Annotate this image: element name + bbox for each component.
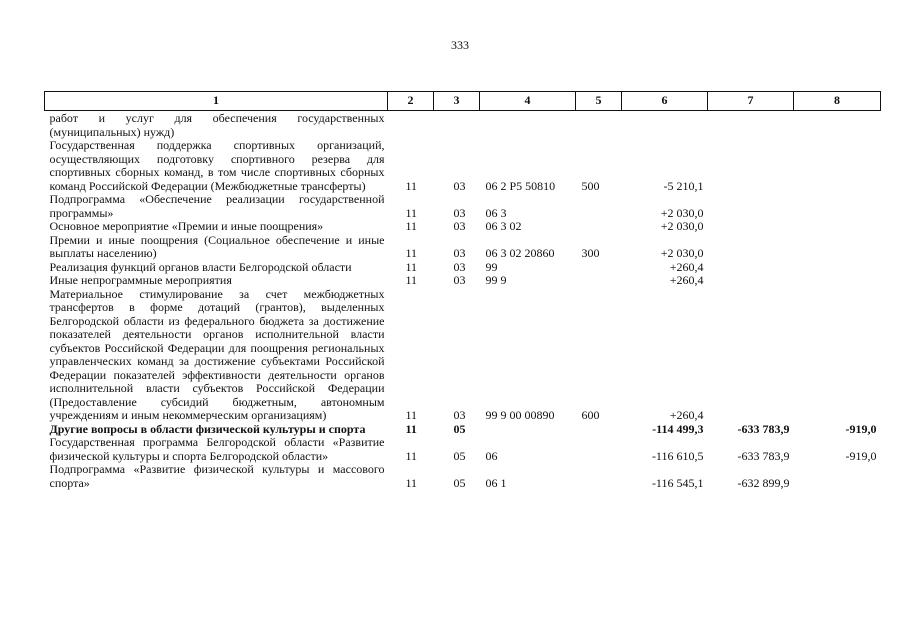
row-section: 11	[405, 205, 418, 220]
header-col-5: 5	[576, 92, 622, 111]
table-row	[45, 193, 881, 220]
table-row	[45, 423, 881, 437]
row-expense-type	[576, 193, 622, 220]
table-row	[45, 288, 881, 423]
row-name: работ и услуг для обеспечения государственных (муниципальных) нужд)	[49, 111, 385, 139]
row-amount-col6: -116 545,1	[651, 475, 704, 490]
row-amount-col7	[708, 261, 794, 275]
row-name: Государственная поддержка спортивных организаций, осуществляющих подготовку спортивного резерва для спортивных сборных команд, в том числе спортивных сборных команд Российской Федерации (Межбюджетные трансферты)	[49, 138, 385, 193]
row-section: 11	[405, 219, 418, 233]
row-amount-col7	[708, 111, 794, 140]
table-row	[45, 234, 881, 261]
row-amount-col8	[794, 193, 881, 220]
row-amount-col7	[708, 220, 794, 234]
row-subsection: 03	[453, 205, 466, 220]
table-row	[45, 436, 881, 463]
row-amount-col7	[708, 288, 794, 423]
row-subsection: 03	[453, 219, 466, 233]
row-expense-type	[576, 220, 622, 234]
row-amount-col8: -919,0	[845, 421, 877, 436]
row-target-code: 06	[485, 448, 498, 463]
page-number: 333	[451, 38, 469, 52]
row-subsection: 03	[453, 246, 466, 260]
row-expense-type	[576, 111, 622, 140]
row-amount-col6: -116 610,5	[651, 448, 704, 463]
table-row	[45, 261, 881, 275]
row-section: 11	[405, 178, 418, 193]
row-target-code: 06 3	[485, 205, 507, 220]
table-body	[45, 111, 881, 491]
row-subsection: 05	[453, 448, 466, 463]
row-amount-col6: +2 030,0	[660, 219, 704, 233]
row-amount-col8: -919,0	[845, 448, 877, 463]
row-section: 11	[405, 421, 417, 436]
row-amount-col6: +260,4	[669, 408, 704, 422]
row-subsection	[434, 111, 480, 140]
row-section: 11	[405, 408, 418, 422]
row-expense-type: 600	[581, 408, 600, 422]
row-amount-col7	[708, 139, 794, 193]
row-subsection: 03	[453, 273, 466, 287]
row-name: Подпрограмма «Развитие физической культуры и массового спорта»	[49, 462, 385, 490]
row-expense-type	[576, 274, 622, 288]
row-subsection: 03	[453, 408, 466, 422]
row-amount-col7	[708, 274, 794, 288]
row-name: Материальное стимулирование за счет межбюджетных трансфертов в форме дотаций (грантов), выделенных Белгородской области из федерального бюджета за достижение показателей деятельности органов исполнительной власти субъектов Российской Федерации для поощрения региональных управленческих команд за достижение субъектами Российской Федерации показателей эффективности деятельности органов исполнительной власти субъектов Российской Федерации (Предоставление субсидий бюджетным, автономным учреждениям и иным некоммерческим организациям)	[49, 286, 385, 422]
row-amount-col6: +260,4	[669, 273, 704, 287]
row-target-code	[480, 111, 576, 140]
row-amount-col6	[622, 111, 708, 140]
table-row	[45, 274, 881, 288]
row-name: Подпрограмма «Обеспечение реализации государственной программы»	[49, 192, 385, 220]
row-amount-col6: -5 210,1	[663, 178, 704, 193]
table-row	[45, 111, 881, 140]
row-amount-col8	[794, 139, 881, 193]
header-col-3: 3	[434, 92, 480, 111]
row-section: 11	[405, 475, 418, 490]
budget-table	[44, 91, 881, 490]
row-target-code: 06 2 P5 50810	[485, 178, 556, 193]
row-name: Государственная программа Белгородской области «Развитие физической культуры и спорта Белгородской области»	[49, 435, 385, 463]
row-name: Другие вопросы в области физической культуры и спорта	[49, 421, 366, 436]
row-target-code: 99 9 00 00890	[485, 408, 555, 422]
row-expense-type	[576, 423, 622, 437]
row-target-code: 06 3 02	[485, 219, 522, 233]
row-name: Премии и иные поощрения (Социальное обеспечение и иные выплаты населению)	[49, 232, 385, 260]
header-col-7: 7	[708, 92, 794, 111]
row-section: 11	[405, 448, 418, 463]
row-target-code: 06 1	[485, 475, 507, 490]
header-row	[45, 92, 881, 111]
row-amount-col8	[794, 463, 881, 490]
row-amount-col8	[794, 288, 881, 423]
row-target-code: 06 3 02 20860	[485, 246, 555, 260]
row-amount-col7: -632 899,9	[737, 475, 790, 490]
row-section: 11	[405, 246, 418, 260]
row-target-code: 99 9	[485, 273, 507, 287]
row-expense-type	[576, 261, 622, 275]
table-header	[45, 92, 881, 111]
table-row	[45, 139, 881, 193]
row-amount-col7: -633 783,9	[737, 421, 790, 436]
row-name: Иные непрограммные мероприятия	[49, 273, 232, 287]
row-subsection: 03	[453, 259, 466, 274]
row-subsection: 05	[453, 475, 466, 490]
row-amount-col7: -633 783,9	[737, 448, 790, 463]
row-amount-col7	[708, 234, 794, 261]
row-section: 11	[405, 273, 418, 287]
table-row	[45, 463, 881, 490]
row-amount-col8	[794, 220, 881, 234]
row-expense-type	[576, 463, 622, 490]
table-row	[45, 220, 881, 234]
row-subsection: 05	[453, 421, 466, 436]
row-amount-col6: +2 030,0	[660, 246, 704, 260]
row-name: Реализация функций органов власти Белгородской области	[49, 259, 352, 274]
row-amount-col6: +260,4	[669, 259, 704, 274]
row-amount-col8	[794, 261, 881, 275]
row-subsection: 03	[453, 178, 466, 193]
row-section	[388, 111, 434, 140]
header-col-6: 6	[622, 92, 708, 111]
row-amount-col8	[794, 274, 881, 288]
row-amount-col8	[794, 234, 881, 261]
row-target-code: 99	[485, 259, 498, 274]
header-col-2: 2	[388, 92, 434, 111]
row-expense-type: 500	[581, 178, 600, 193]
header-col-8: 8	[794, 92, 881, 111]
header-col-1: 1	[45, 92, 388, 111]
row-name: Основное мероприятие «Премии и иные поощрения»	[49, 219, 324, 233]
row-expense-type: 300	[581, 246, 600, 260]
row-amount-col8	[794, 111, 881, 140]
row-expense-type	[576, 436, 622, 463]
row-amount-col6: -114 499,3	[652, 421, 704, 436]
row-amount-col6: +2 030,0	[660, 205, 704, 220]
header-col-4: 4	[480, 92, 576, 111]
row-target-code	[480, 423, 576, 437]
row-section: 11	[405, 259, 418, 274]
row-amount-col7	[708, 193, 794, 220]
